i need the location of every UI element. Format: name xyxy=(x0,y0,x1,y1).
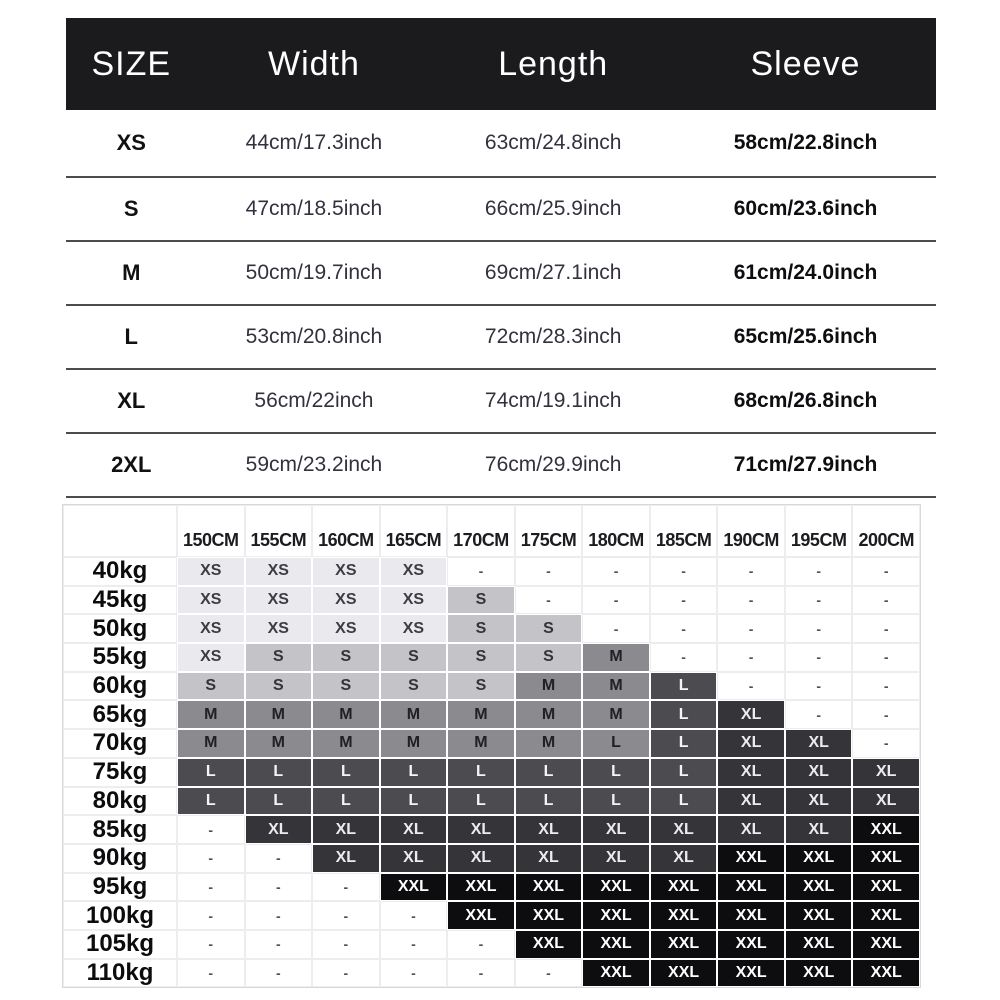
matrix-cell-empty: - xyxy=(785,557,853,586)
matrix-cell-empty: - xyxy=(785,700,853,729)
matrix-cell-size: S xyxy=(245,643,313,672)
matrix-cell-size: L xyxy=(650,700,718,729)
matrix-cell-empty: - xyxy=(380,901,448,930)
size-cell: M xyxy=(122,260,141,285)
weight-label: 50kg xyxy=(63,614,177,643)
matrix-cell-size: M xyxy=(582,672,650,701)
matrix-cell-empty: - xyxy=(245,930,313,959)
matrix-cell-size: XXL xyxy=(852,901,920,930)
matrix-cell-size: XS xyxy=(312,557,380,586)
matrix-cell-size: S xyxy=(380,643,448,672)
matrix-cell-size: S xyxy=(245,672,313,701)
length-cell: 76cm/29.9inch xyxy=(484,453,622,476)
matrix-cell-size: XL xyxy=(380,815,448,844)
matrix-cell-size: S xyxy=(447,586,515,615)
matrix-cell-size: S xyxy=(447,672,515,701)
weight-label: 105kg xyxy=(63,930,177,959)
size-table-rows xyxy=(66,110,936,498)
height-header: 190CM xyxy=(717,505,785,557)
matrix-cell-size: XXL xyxy=(650,901,718,930)
matrix-cell-size: XXL xyxy=(717,873,785,902)
matrix-cell-size: L xyxy=(515,787,583,816)
matrix-cell-size: XL xyxy=(650,815,718,844)
matrix-cell-size: S xyxy=(312,643,380,672)
width-cell: 44cm/17.3inch xyxy=(245,131,383,154)
matrix-cell-size: XS xyxy=(380,586,448,615)
weight-label: 45kg xyxy=(63,586,177,615)
matrix-cell-size: XS xyxy=(245,614,313,643)
matrix-cell-size: S xyxy=(447,614,515,643)
matrix-cell-size: XXL xyxy=(380,873,448,902)
matrix-cell-size: XL xyxy=(717,787,785,816)
matrix-cell-size: XXL xyxy=(582,873,650,902)
matrix-cell-size: XXL xyxy=(447,901,515,930)
matrix-cell-size: XS xyxy=(245,586,313,615)
matrix-cell-size: XL xyxy=(717,758,785,787)
matrix-cell-size: XXL xyxy=(785,930,853,959)
weight-label: 60kg xyxy=(63,672,177,701)
matrix-cell-size: M xyxy=(177,729,245,758)
matrix-cell-size: XL xyxy=(380,844,448,873)
matrix-cell-empty: - xyxy=(852,586,920,615)
header-width-label: Width xyxy=(267,44,360,83)
matrix-cell-empty: - xyxy=(650,643,718,672)
matrix-cell-size: XXL xyxy=(717,930,785,959)
length-cell: 74cm/19.1inch xyxy=(484,389,622,412)
matrix-cell-empty: - xyxy=(515,557,583,586)
matrix-cell-empty: - xyxy=(245,901,313,930)
matrix-cell-size: L xyxy=(312,787,380,816)
size-row xyxy=(66,242,936,306)
matrix-cell-empty: - xyxy=(515,959,583,988)
matrix-cell-size: XXL xyxy=(785,959,853,988)
sleeve-cell: 71cm/27.9inch xyxy=(733,453,878,476)
matrix-cell-size: S xyxy=(515,643,583,672)
matrix-cell-size: XS xyxy=(312,614,380,643)
matrix-cell-empty: - xyxy=(447,959,515,988)
height-header: 175CM xyxy=(515,505,583,557)
matrix-cell-empty: - xyxy=(177,844,245,873)
matrix-cell-size: L xyxy=(650,758,718,787)
matrix-cell-size: S xyxy=(447,643,515,672)
matrix-cell-empty: - xyxy=(852,557,920,586)
matrix-cell-size: XL xyxy=(785,815,853,844)
matrix-cell-size: M xyxy=(515,729,583,758)
matrix-cell-size: M xyxy=(245,700,313,729)
matrix-cell-size: S xyxy=(380,672,448,701)
height-header: 185CM xyxy=(650,505,718,557)
weight-label: 85kg xyxy=(63,815,177,844)
length-cell: 63cm/24.8inch xyxy=(484,131,622,154)
matrix-cell-size: M xyxy=(582,700,650,729)
matrix-cell-size: XL xyxy=(717,729,785,758)
width-cell: 53cm/20.8inch xyxy=(245,325,383,348)
matrix-cell-size: XL xyxy=(582,815,650,844)
matrix-cell-size: XL xyxy=(650,844,718,873)
matrix-cell-size: XXL xyxy=(852,873,920,902)
height-header: 150CM xyxy=(177,505,245,557)
matrix-cell-size: XS xyxy=(177,557,245,586)
height-header: 200CM xyxy=(852,505,920,557)
matrix-cell-empty: - xyxy=(447,930,515,959)
width-cell: 59cm/23.2inch xyxy=(245,453,383,476)
height-header: 155CM xyxy=(245,505,313,557)
matrix-cell-empty: - xyxy=(177,930,245,959)
matrix-cell-size: XL xyxy=(785,729,853,758)
matrix-cell-empty: - xyxy=(717,643,785,672)
matrix-cell-size: XXL xyxy=(515,873,583,902)
sleeve-cell: 58cm/22.8inch xyxy=(733,131,878,154)
matrix-cell-empty: - xyxy=(582,557,650,586)
matrix-cell-size: XL xyxy=(717,815,785,844)
matrix-cell-size: XXL xyxy=(852,959,920,988)
matrix-cell-empty: - xyxy=(515,586,583,615)
matrix-cell-empty: - xyxy=(852,729,920,758)
weight-label: 110kg xyxy=(63,959,177,988)
matrix-cell-size: XS xyxy=(312,586,380,615)
matrix-cell-size: XXL xyxy=(785,873,853,902)
matrix-cell-size: L xyxy=(650,672,718,701)
matrix-cell-empty: - xyxy=(312,959,380,988)
sleeve-cell: 60cm/23.6inch xyxy=(733,197,878,220)
weight-label: 65kg xyxy=(63,700,177,729)
matrix-cell-size: XXL xyxy=(650,873,718,902)
matrix-cell-empty: - xyxy=(380,930,448,959)
height-header: 195CM xyxy=(785,505,853,557)
matrix-cell-size: M xyxy=(312,700,380,729)
matrix-cell-size: M xyxy=(582,643,650,672)
matrix-cell-size: XXL xyxy=(515,930,583,959)
matrix-cell-size: XXL xyxy=(852,930,920,959)
matrix-cell-empty: - xyxy=(380,959,448,988)
matrix-cell-size: XXL xyxy=(785,901,853,930)
matrix-cell-size: M xyxy=(245,729,313,758)
matrix-cell-size: XL xyxy=(852,787,920,816)
matrix-cell-empty: - xyxy=(177,815,245,844)
matrix-cell-size: L xyxy=(582,729,650,758)
matrix-cell-size: XL xyxy=(245,815,313,844)
height-weight-matrix xyxy=(62,504,921,988)
matrix-cell-size: XXL xyxy=(582,901,650,930)
matrix-cell-size: XL xyxy=(785,758,853,787)
weight-label: 90kg xyxy=(63,844,177,873)
matrix-cell-size: XS xyxy=(245,557,313,586)
size-cell: 2XL xyxy=(111,452,152,477)
matrix-cell-size: L xyxy=(177,758,245,787)
matrix-cell-size: XXL xyxy=(650,930,718,959)
matrix-cell-empty: - xyxy=(245,959,313,988)
matrix-cell-empty: - xyxy=(177,873,245,902)
matrix-cell-size: XXL xyxy=(447,873,515,902)
size-cell: S xyxy=(123,196,139,221)
matrix-cell-size: L xyxy=(650,729,718,758)
weight-label: 100kg xyxy=(63,901,177,930)
matrix-cell-size: L xyxy=(245,787,313,816)
matrix-cell-empty: - xyxy=(582,586,650,615)
matrix-corner-cell xyxy=(63,505,177,557)
size-cell: XL xyxy=(117,388,146,413)
header-size-label: SIZE xyxy=(91,44,172,83)
matrix-cell-empty: - xyxy=(177,901,245,930)
matrix-cell-empty: - xyxy=(785,614,853,643)
weight-label: 95kg xyxy=(63,873,177,902)
matrix-cell-size: XL xyxy=(515,815,583,844)
header-length-label: Length xyxy=(498,44,609,83)
matrix-cell-empty: - xyxy=(650,557,718,586)
matrix-cell-size: L xyxy=(582,787,650,816)
matrix-cell-size: L xyxy=(447,758,515,787)
matrix-cell-size: XS xyxy=(177,614,245,643)
length-cell: 69cm/27.1inch xyxy=(484,261,622,284)
matrix-cell-size: XXL xyxy=(852,844,920,873)
matrix-cell-size: XXL xyxy=(717,959,785,988)
matrix-cell-size: XL xyxy=(515,844,583,873)
matrix-cell-empty: - xyxy=(785,643,853,672)
sleeve-cell: 65cm/25.6inch xyxy=(733,325,878,348)
matrix-cell-size: XXL xyxy=(852,815,920,844)
matrix-cell-empty: - xyxy=(785,586,853,615)
matrix-cell-size: L xyxy=(245,758,313,787)
matrix-cell-size: M xyxy=(447,729,515,758)
matrix-cell-size: L xyxy=(447,787,515,816)
size-measurement-table xyxy=(66,18,936,498)
matrix-cell-size: XS xyxy=(177,643,245,672)
length-cell: 66cm/25.9inch xyxy=(484,197,622,220)
weight-label: 80kg xyxy=(63,787,177,816)
matrix-cell-size: XL xyxy=(312,815,380,844)
width-cell: 56cm/22inch xyxy=(254,389,374,412)
height-header: 160CM xyxy=(312,505,380,557)
matrix-cell-size: XXL xyxy=(717,844,785,873)
matrix-cell-size: M xyxy=(312,729,380,758)
matrix-cell-empty: - xyxy=(717,672,785,701)
matrix-cell-empty: - xyxy=(312,873,380,902)
matrix-cell-size: L xyxy=(380,758,448,787)
matrix-cell-size: XL xyxy=(312,844,380,873)
matrix-cell-empty: - xyxy=(852,700,920,729)
matrix-cell-size: XXL xyxy=(582,959,650,988)
length-cell: 72cm/28.3inch xyxy=(484,325,622,348)
weight-label: 55kg xyxy=(63,643,177,672)
matrix-cell-size: XS xyxy=(177,586,245,615)
matrix-cell-size: M xyxy=(515,700,583,729)
matrix-cell-size: M xyxy=(380,700,448,729)
matrix-cell-size: L xyxy=(177,787,245,816)
weight-label: 75kg xyxy=(63,758,177,787)
height-header: 170CM xyxy=(447,505,515,557)
size-row xyxy=(66,434,936,498)
matrix-cell-size: XL xyxy=(717,700,785,729)
matrix-cell-empty: - xyxy=(650,614,718,643)
matrix-cell-size: XXL xyxy=(582,930,650,959)
matrix-cell-size: XXL xyxy=(515,901,583,930)
matrix-cell-size: XL xyxy=(447,815,515,844)
matrix-cell-empty: - xyxy=(177,959,245,988)
matrix-cell-size: XL xyxy=(582,844,650,873)
weight-label: 40kg xyxy=(63,557,177,586)
matrix-cell-size: XXL xyxy=(785,844,853,873)
header-sleeve-label: Sleeve xyxy=(750,44,861,83)
size-row xyxy=(66,110,936,178)
matrix-cell-empty: - xyxy=(785,672,853,701)
matrix-cell-size: XL xyxy=(785,787,853,816)
height-header: 165CM xyxy=(380,505,448,557)
matrix-cell-size: M xyxy=(177,700,245,729)
matrix-cell-size: L xyxy=(312,758,380,787)
matrix-cell-size: S xyxy=(515,614,583,643)
size-cell: XS xyxy=(116,130,146,155)
matrix-cell-empty: - xyxy=(582,614,650,643)
height-header: 180CM xyxy=(582,505,650,557)
matrix-cell-size: L xyxy=(650,787,718,816)
size-table-header xyxy=(66,18,936,110)
matrix-cell-size: L xyxy=(380,787,448,816)
sleeve-cell: 61cm/24.0inch xyxy=(733,261,878,284)
matrix-cell-size: XS xyxy=(380,557,448,586)
matrix-cell-empty: - xyxy=(717,557,785,586)
size-row xyxy=(66,370,936,434)
size-row xyxy=(66,178,936,242)
matrix-cell-empty: - xyxy=(245,844,313,873)
matrix-cell-empty: - xyxy=(245,873,313,902)
matrix-cell-size: M xyxy=(447,700,515,729)
matrix-cell-empty: - xyxy=(852,672,920,701)
weight-label: 70kg xyxy=(63,729,177,758)
matrix-cell-empty: - xyxy=(650,586,718,615)
matrix-cell-size: XL xyxy=(447,844,515,873)
size-cell: L xyxy=(124,324,138,349)
matrix-cell-size: L xyxy=(515,758,583,787)
matrix-cell-empty: - xyxy=(852,614,920,643)
matrix-cell-size: XXL xyxy=(717,901,785,930)
matrix-cell-size: M xyxy=(380,729,448,758)
size-row xyxy=(66,306,936,370)
matrix-cell-size: L xyxy=(582,758,650,787)
matrix-cell-size: S xyxy=(177,672,245,701)
matrix-cell-empty: - xyxy=(852,643,920,672)
matrix-cell-size: XL xyxy=(852,758,920,787)
sleeve-cell: 68cm/26.8inch xyxy=(733,389,878,412)
matrix-cell-empty: - xyxy=(312,930,380,959)
width-cell: 47cm/18.5inch xyxy=(245,197,383,220)
matrix-cell-empty: - xyxy=(717,586,785,615)
width-cell: 50cm/19.7inch xyxy=(245,261,383,284)
matrix-cell-size: M xyxy=(515,672,583,701)
matrix-cell-empty: - xyxy=(717,614,785,643)
matrix-cell-size: XXL xyxy=(650,959,718,988)
matrix-cell-empty: - xyxy=(312,901,380,930)
matrix-cell-size: S xyxy=(312,672,380,701)
matrix-cell-size: XS xyxy=(380,614,448,643)
matrix-cell-empty: - xyxy=(447,557,515,586)
